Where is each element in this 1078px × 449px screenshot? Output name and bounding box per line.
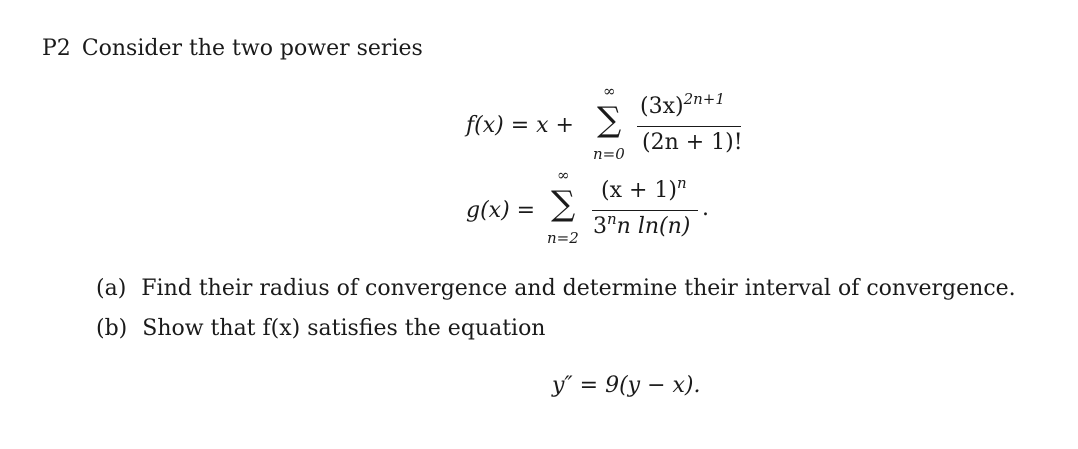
g-lhs: g(x) =	[466, 198, 536, 223]
problem-intro: Consider the two power series	[81, 36, 423, 61]
f-lhs: f(x) = x +	[466, 113, 574, 138]
g-den-exp: n	[607, 210, 617, 228]
part-a-label: (a)	[96, 276, 127, 301]
f-num-base: (3x)	[640, 94, 684, 119]
part-a-text: Find their radius of convergence and determine their interval of convergence.	[141, 276, 1016, 301]
part-b-text: Show that f(x) satisfies the equation	[142, 316, 546, 341]
g-num-exp: n	[677, 174, 687, 192]
problem-label: P2	[42, 36, 71, 61]
problem-header	[42, 36, 423, 61]
f-sum-lower: n=0	[593, 145, 625, 163]
g-sum-upper: ∞	[557, 166, 570, 184]
ode-equation: y″ = 9(y − x).	[552, 373, 701, 398]
g-sum-lower: n=2	[547, 229, 579, 247]
g-num-base: (x + 1)	[601, 178, 677, 203]
f-denominator: (2n + 1)!	[642, 130, 743, 155]
g-sigma-icon: ∑	[551, 184, 576, 224]
g-den-base: 3	[593, 214, 607, 239]
part-a	[96, 276, 1016, 301]
f-sigma-icon: ∑	[597, 100, 622, 140]
g-den-rest: n ln(n)	[616, 214, 691, 239]
g-end-punct: .	[702, 196, 709, 221]
f-num-exp: 2n+1	[683, 90, 725, 108]
f-numerator	[640, 90, 725, 119]
g-numerator	[601, 174, 687, 203]
part-b	[96, 316, 545, 341]
part-b-label: (b)	[96, 316, 128, 341]
g-denominator	[593, 210, 691, 239]
f-fraction-bar	[637, 126, 741, 127]
f-sum-upper: ∞	[603, 82, 616, 100]
